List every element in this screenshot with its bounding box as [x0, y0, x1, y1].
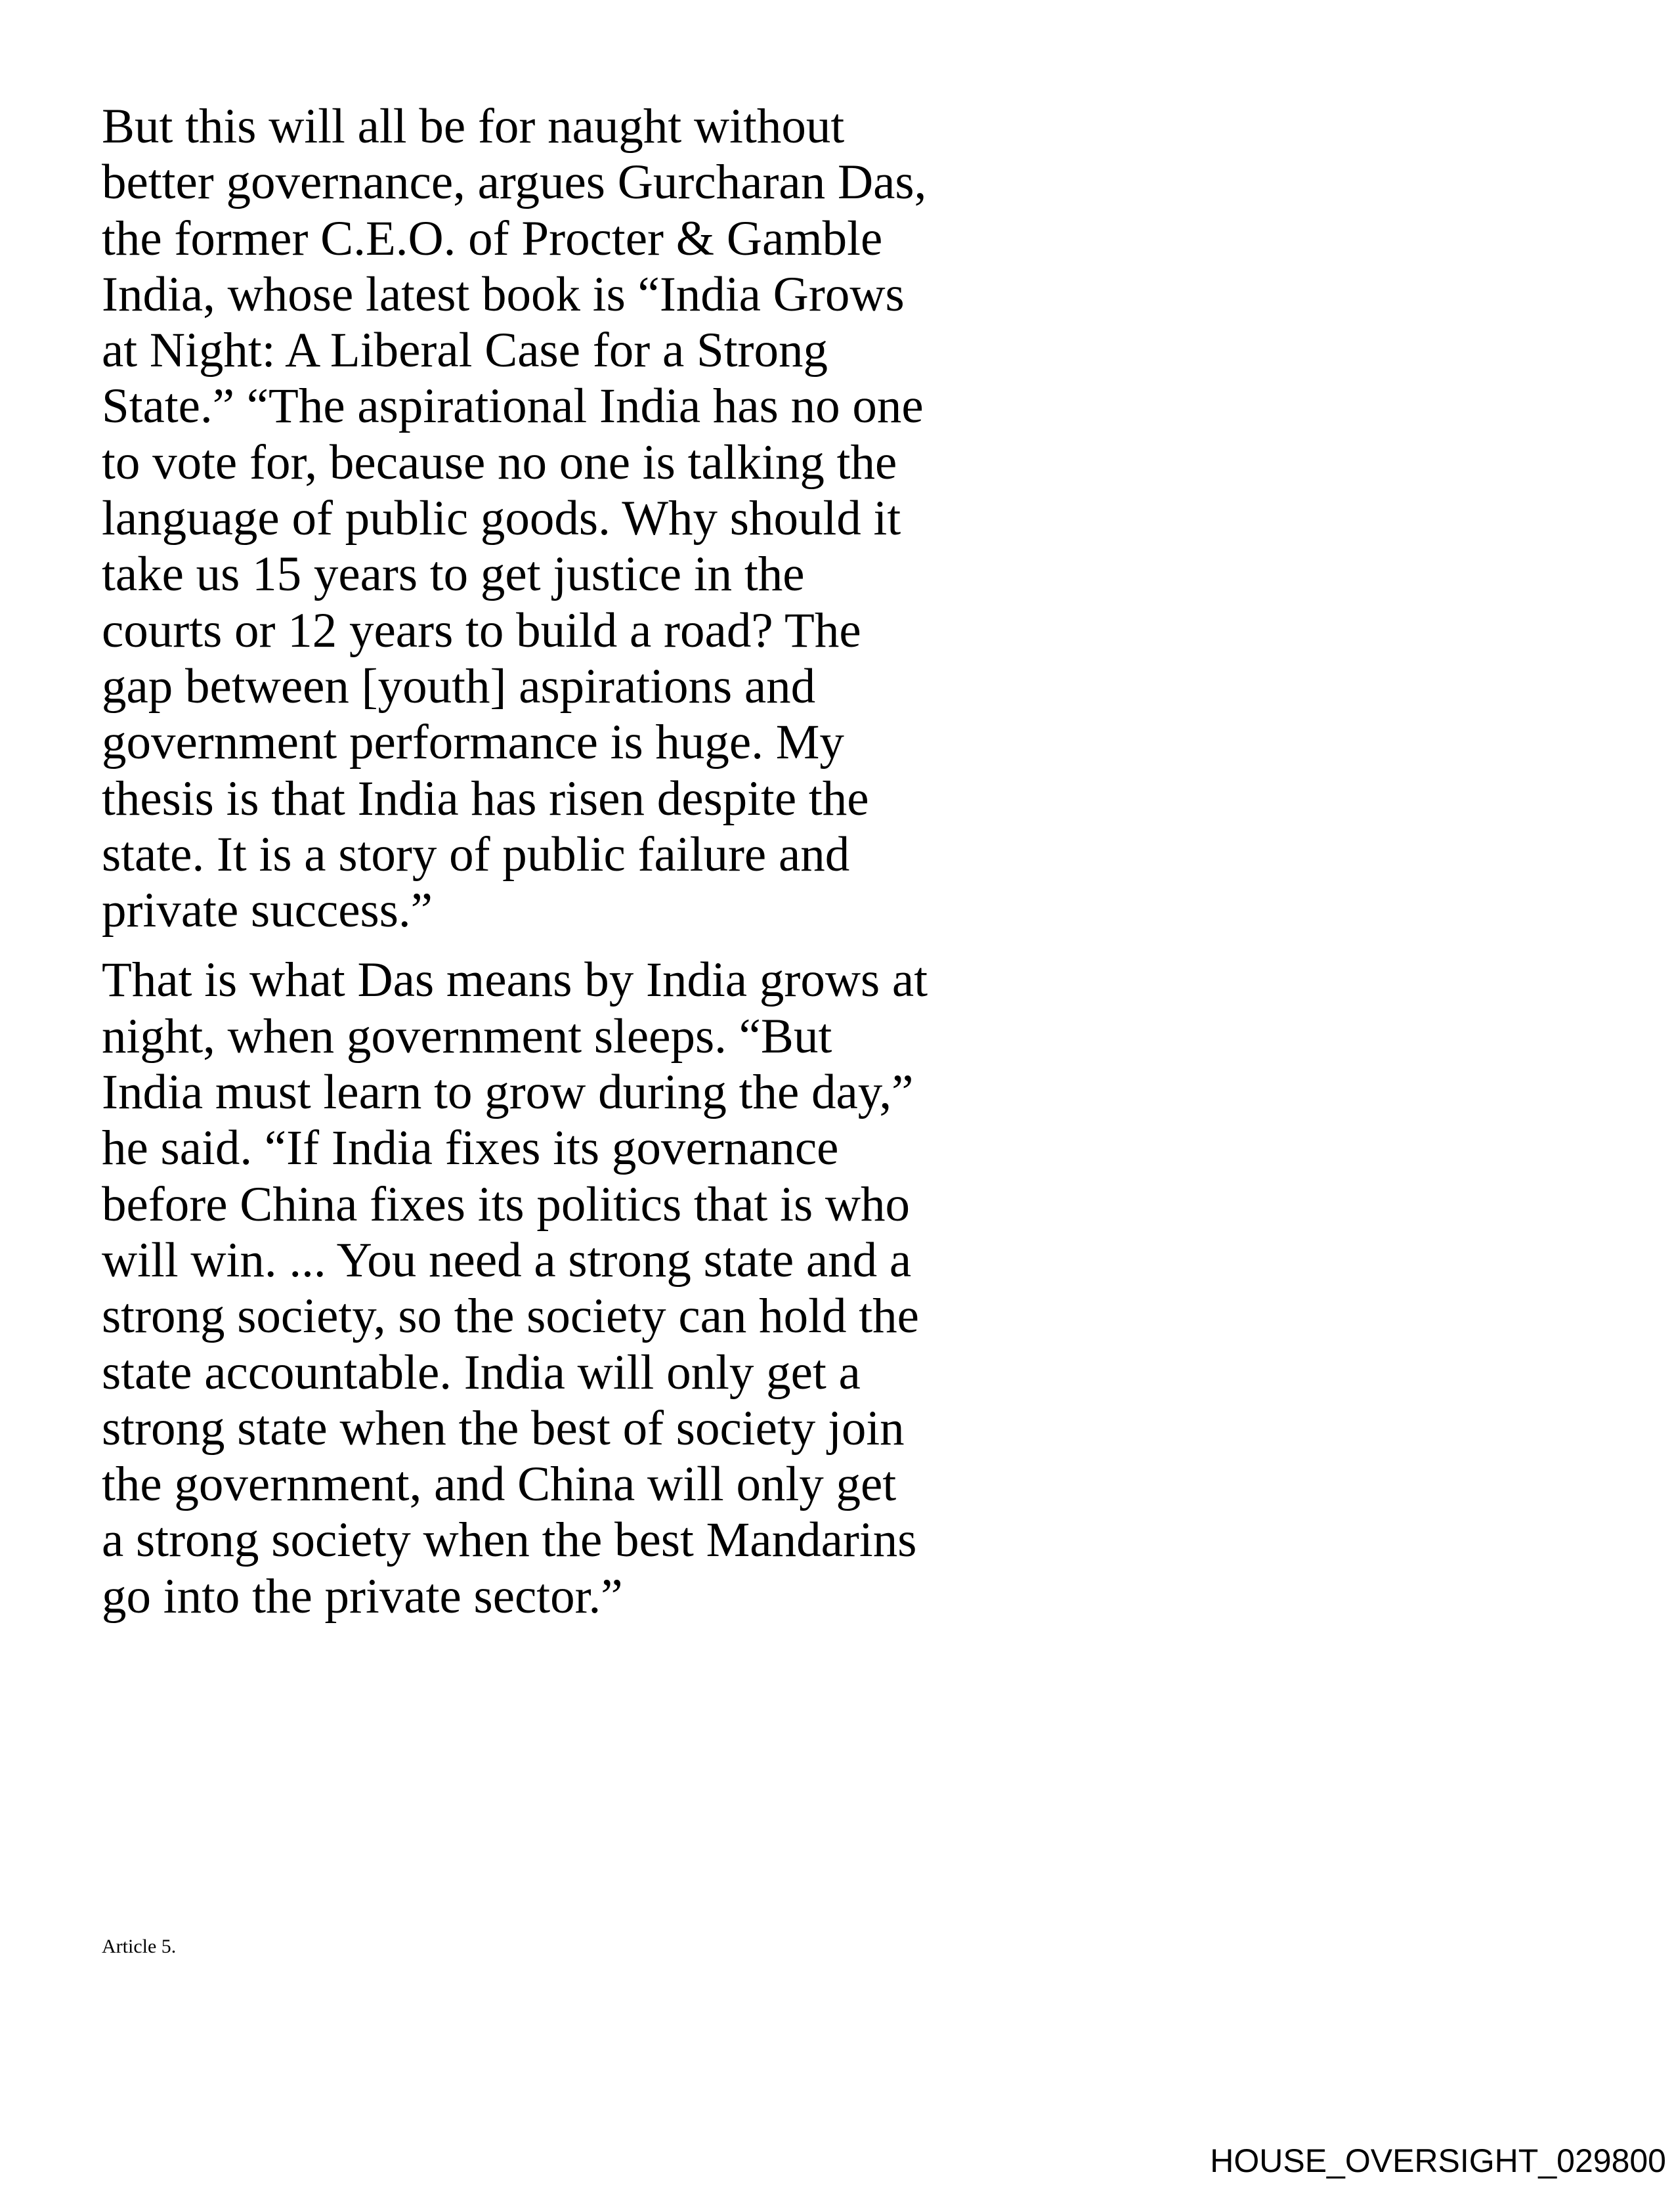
text-line: state. It is a story of public failure and [102, 827, 850, 882]
text-line: India, whose latest book is “India Grows [102, 267, 905, 322]
text-line: gap between [youth] aspirations and [102, 659, 816, 714]
text-line: private success.” [102, 883, 433, 938]
text-line: better governance, argues Gurcharan Das, [102, 155, 927, 210]
article-body [102, 98, 928, 1638]
text-line: government performance is huge. My [102, 715, 844, 770]
text-line: That is what Das means by India grows at [102, 953, 928, 1008]
text-line: the government, and China will only get [102, 1457, 897, 1512]
paragraph [102, 952, 928, 1624]
article-footnote: Article 5. [102, 1936, 177, 1957]
text-line: courts or 12 years to build a road? The [102, 603, 861, 658]
text-line: before China fixes its politics that is who [102, 1177, 911, 1232]
text-line: strong state when the best of society join [102, 1400, 905, 1456]
text-line: night, when government sleeps. “But [102, 1008, 832, 1064]
text-line: the former C.E.O. of Procter & Gamble [102, 211, 883, 266]
text-line: take us 15 years to get justice in the [102, 547, 805, 602]
text-line: will win. ... You need a strong state and a [102, 1232, 912, 1288]
text-line: state accountable. India will only get a [102, 1345, 861, 1400]
paragraph [102, 98, 928, 938]
bates-stamp: HOUSE_OVERSIGHT_029800 [1210, 2142, 1666, 2179]
text-line: he said. “If India fixes its governance [102, 1121, 839, 1176]
text-line: India must learn to grow during the day,” [102, 1065, 914, 1120]
text-line: language of public goods. Why should it [102, 491, 901, 546]
text-line: go into the private sector.” [102, 1569, 623, 1624]
text-line: State.” “The aspirational India has no one [102, 379, 924, 434]
text-line: a strong society when the best Mandarins [102, 1513, 917, 1568]
text-line: to vote for, because no one is talking the [102, 435, 897, 490]
text-line: But this will all be for naught without [102, 99, 845, 154]
text-line: at Night: A Liberal Case for a Strong [102, 323, 828, 378]
text-line: thesis is that India has risen despite the [102, 771, 869, 826]
text-line: strong society, so the society can hold the [102, 1289, 919, 1344]
